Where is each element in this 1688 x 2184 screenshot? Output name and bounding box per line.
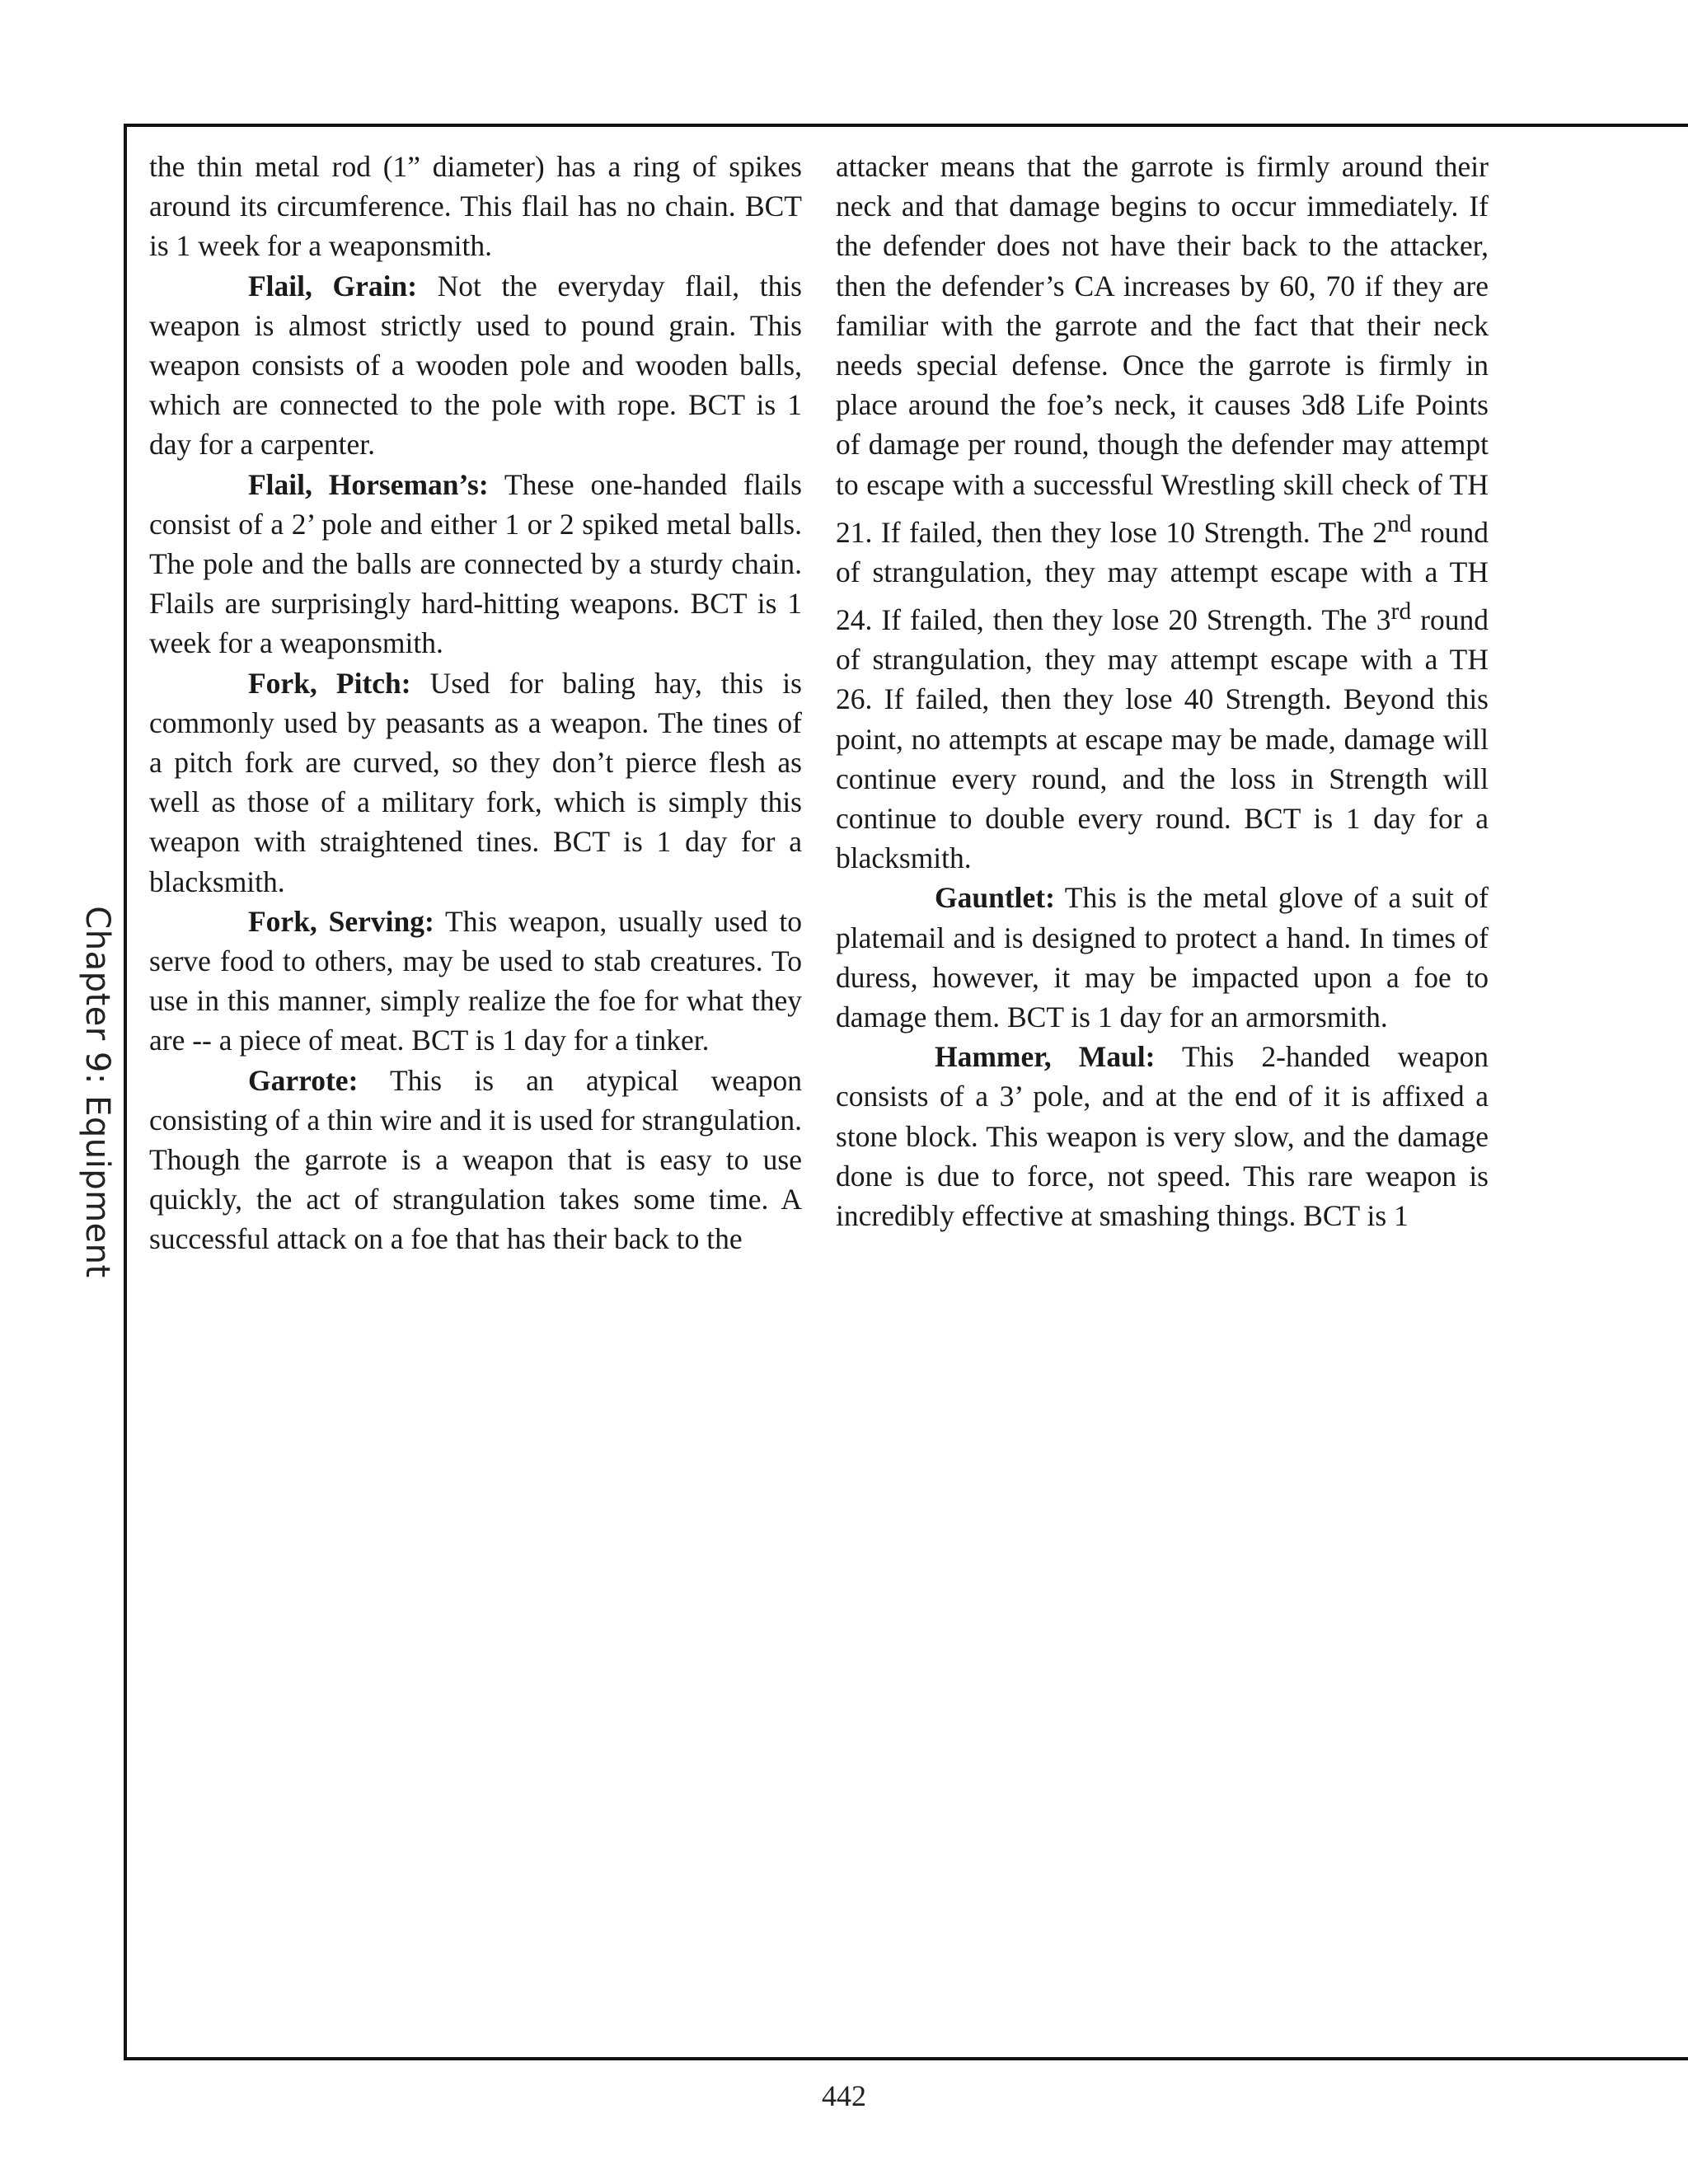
page-frame-bottom-rule (124, 2057, 1688, 2060)
paragraph-text: These one-handed flails consist of a 2’ pole and either 1 or 2 spiked metal balls. The pole and the balls are connected by a sturdy chain. Flails are surprisingly hard-hitting weapons. BCT is 1 week for a weaponsmith. (149, 467, 802, 660)
paragraph-flail-horsemans (149, 465, 802, 663)
paragraph-gauntlet (836, 878, 1489, 1037)
page-number: 442 (822, 2079, 866, 2112)
paragraph-text: This is an atypical weapon consisting of a thin wire and it is used for strangulation. Though the garrote is a weapon that is easy to use quickly, the act of strangulation takes some time. A successful attack on a foe that has their back to the (149, 1063, 802, 1256)
paragraph-text: Used for baling hay, this is commonly used by peasants as a weapon. The tines of a pitch fork are curved, so they don’t pierce flesh as well as those of a military fork, which is simply this weapon with straightened tines. BCT is 1 day for a blacksmith. (149, 666, 802, 898)
page-frame-left-rule (124, 124, 127, 2060)
paragraph-continued (149, 147, 802, 266)
paragraph-fork-pitch (149, 663, 802, 902)
entry-term: Flail, Grain: (248, 269, 418, 302)
page-frame-top-rule (124, 124, 1688, 127)
chapter-label: Chapter 9: Equipment (78, 906, 116, 1278)
paragraph-text: attacker means that the garrote is firmly around their neck and that damage begins to occur immediately. If the defender does not have their back to the attacker, then the defender’s CA increases by 60, 70 if they are familiar with the garrote and the fact that their neck needs special defense. Once the garrote is firmly in place around the foe’s neck, it causes 3d8 Life Points of damage per round, though the defender may attempt to escape with a successful Wrestling skill check of TH 21. If failed, then they lose 10 Strength. The 2nd round of strangulation, they may attempt escape with a TH 24. If failed, then they lose 20 Strength. The 3rd round of strangulation, they may attempt escape with a TH 26. If failed, then they lose 40 Strength. Beyond this point, no attempts at escape may be made, damage will continue every round, and the loss in Strength will continue to double every round. BCT is 1 day for a blacksmith. (836, 150, 1489, 875)
entry-term: Fork, Pitch: (248, 666, 411, 700)
paragraph-flail-grain (149, 266, 802, 465)
paragraph-text: This 2-handed weapon consists of a 3’ pole, and at the end of it is affixed a stone block. This weapon is very slow, and the damage done is due to force, not speed. This rare weapon is incredibly effective at smashing things. BCT is 1 (836, 1040, 1489, 1232)
paragraph-text: This is the metal glove of a suit of platemail and is designed to protect a hand. In times of duress, however, it may be impacted upon a foe to damage them. BCT is 1 day for an armorsmith. (836, 881, 1489, 1033)
entry-term: Hammer, Maul: (935, 1040, 1156, 1074)
paragraph-garrote (149, 1061, 802, 1259)
paragraph-text: This weapon, usually used to serve food to others, may be used to stab creatures. To use in this manner, simply realize the foe for what they are -- a piece of meat. BCT is 1 day for a tinker. (149, 904, 803, 1057)
paragraph-text: Not the everyday flail, this weapon is almost strictly used to pound grain. This weapon consists of a wooden pole and wooden balls, which are connected to the pole with rope. BCT is 1 day for a carpenter. (149, 269, 802, 462)
entry-term: Garrote: (248, 1063, 359, 1097)
left-text-column (149, 147, 802, 1259)
paragraph-fork-serving (149, 902, 802, 1061)
paragraph-garrote-continued (836, 147, 1489, 878)
paragraph-text: the thin metal rod (1” diameter) has a ring of spikes around its circumference. This flail has no chain. BCT is 1 week for a weaponsmith. (149, 150, 802, 263)
entry-term: Flail, Horseman’s: (248, 467, 489, 501)
paragraph-hammer-maul (836, 1037, 1489, 1235)
right-text-column (836, 147, 1489, 1235)
entry-term: Fork, Serving: (248, 904, 434, 938)
entry-term: Gauntlet: (935, 881, 1055, 915)
